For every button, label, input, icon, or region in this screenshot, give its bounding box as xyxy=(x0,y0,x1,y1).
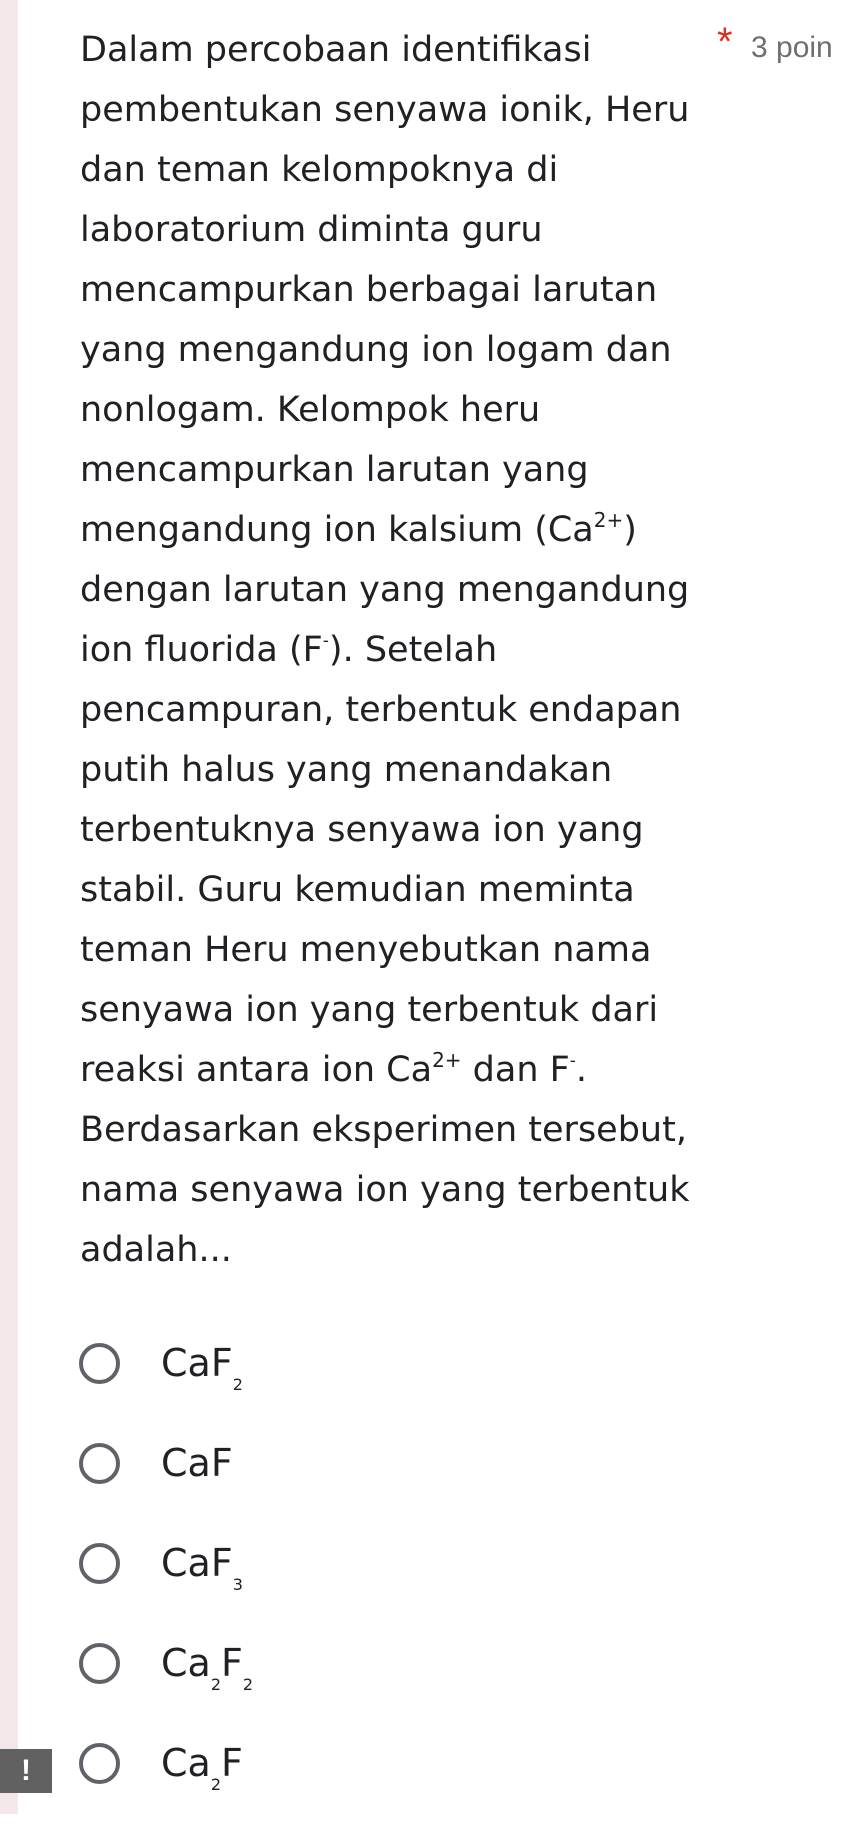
formula-text: Ca xyxy=(161,1641,211,1685)
question-text-segment: ). Setelah xyxy=(328,630,498,670)
question-line xyxy=(80,500,720,560)
question-line xyxy=(80,1040,720,1100)
question-line: mencampurkan larutan yang xyxy=(80,450,589,490)
report-problem-button[interactable]: ! xyxy=(0,1749,52,1793)
superscript-charge: - xyxy=(569,1051,576,1071)
question-text xyxy=(80,20,720,1280)
radio-button[interactable] xyxy=(79,1543,120,1584)
question-text-segment: dan F xyxy=(461,1050,570,1090)
question-text-segment: reaksi antara ion Ca xyxy=(80,1050,433,1090)
formula-text: F xyxy=(221,1741,243,1785)
option-ca2f2[interactable] xyxy=(78,1635,498,1735)
formula-text: CaF xyxy=(161,1441,233,1485)
superscript-charge: 2+ xyxy=(432,1048,462,1072)
option-caf2[interactable] xyxy=(78,1335,498,1435)
question-line: yang mengandung ion logam dan xyxy=(80,330,672,370)
superscript-charge: - xyxy=(322,631,329,651)
question-line: dan teman kelompoknya di xyxy=(80,150,559,190)
question-text-segment: mengandung ion kalsium (Ca xyxy=(80,510,594,550)
question-line: mencampurkan berbagai larutan xyxy=(80,270,658,310)
question-line: laboratorium diminta guru xyxy=(80,210,543,250)
option-label xyxy=(161,1541,243,1594)
formula-subscript: 2 xyxy=(242,1675,254,1694)
question-line: putih halus yang menandakan xyxy=(80,750,613,790)
radio-button[interactable] xyxy=(79,1443,120,1484)
formula-text: Ca xyxy=(161,1741,211,1785)
formula-subscript: 2 xyxy=(232,1375,243,1394)
question-line: stabil. Guru kemudian meminta xyxy=(80,870,635,910)
formula-text: F xyxy=(221,1641,243,1685)
answer-options xyxy=(78,1335,498,1835)
question-line: senyawa ion yang terbentuk dari xyxy=(80,990,659,1030)
formula-subscript: 3 xyxy=(232,1575,243,1594)
formula-text: CaF xyxy=(161,1541,233,1585)
option-label xyxy=(161,1641,254,1694)
question-line: teman Heru menyebutkan nama xyxy=(80,930,652,970)
radio-button[interactable] xyxy=(79,1643,120,1684)
formula-subscript: 2 xyxy=(210,1775,222,1794)
required-asterisk: * xyxy=(717,20,733,64)
question-line: adalah... xyxy=(80,1230,232,1270)
option-label xyxy=(161,1341,243,1394)
question-line: Dalam percobaan identifikasi xyxy=(80,30,592,70)
question-line: dengan larutan yang mengandung xyxy=(80,570,690,610)
question-line: terbentuknya senyawa ion yang xyxy=(80,810,644,850)
question-line: Berdasarkan eksperimen tersebut, xyxy=(80,1110,687,1150)
question-text-segment: ) xyxy=(623,510,637,550)
question-line: pencampuran, terbentuk endapan xyxy=(80,690,682,730)
option-caf3[interactable] xyxy=(78,1535,498,1635)
question-line: nama senyawa ion yang terbentuk xyxy=(80,1170,690,1210)
question-line xyxy=(80,620,720,680)
formula-text: CaF xyxy=(161,1341,233,1385)
option-label xyxy=(161,1741,243,1794)
radio-button[interactable] xyxy=(79,1743,120,1784)
question-line: pembentukan senyawa ionik, Heru xyxy=(80,90,690,130)
points-label: 3 poin xyxy=(751,31,833,64)
option-ca2f[interactable] xyxy=(78,1735,498,1835)
question-text-segment: ion fluorida (F xyxy=(80,630,323,670)
formula-subscript: 2 xyxy=(210,1675,222,1694)
question-line: nonlogam. Kelompok heru xyxy=(80,390,541,430)
question-text-segment: . xyxy=(575,1050,588,1090)
radio-button[interactable] xyxy=(79,1343,120,1384)
superscript-charge: 2+ xyxy=(593,508,624,532)
option-label xyxy=(161,1441,233,1485)
option-caf[interactable] xyxy=(78,1435,498,1535)
left-accent-stripe xyxy=(0,0,18,1814)
